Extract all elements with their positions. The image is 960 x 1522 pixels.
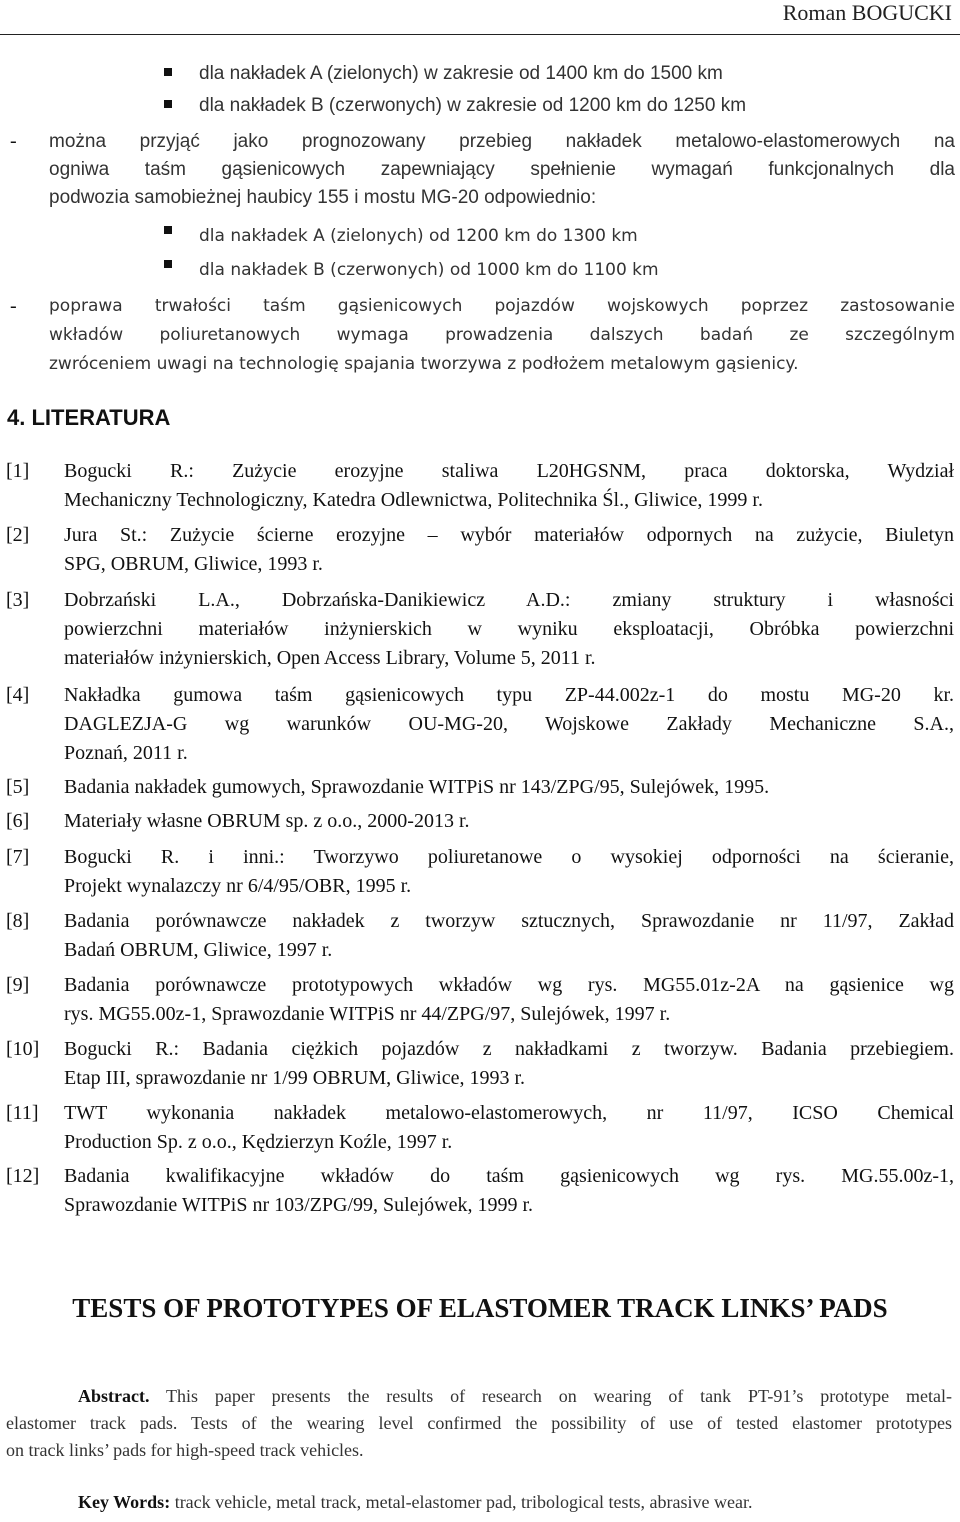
reference-number: [2]	[6, 524, 30, 546]
paragraph	[49, 292, 955, 379]
reference-text	[64, 681, 954, 768]
abstract-line: elastomer track pads. Tests of the wearing level confirmed the possibility of use of tested elastomer prototypes	[6, 1413, 952, 1433]
reference-text	[64, 521, 954, 579]
reference-line: Bogucki R.: Badania ciężkich pojazdów z nakładkami z tworzyw. Badania przebiegiem.	[64, 1038, 954, 1060]
abstract-line: on track links’ pads for high-speed track vehicles.	[6, 1440, 364, 1460]
reference-number: [12]	[6, 1165, 40, 1187]
reference-line: Nakładka gumowa taśm gąsienicowych typu ZP-44.002z-1 do mostu MG-20 kr.	[64, 684, 954, 706]
reference-line: Badania porównawcze nakładek z tworzyw sztucznych, Sprawozdanie nr 11/97, Zakład	[64, 910, 954, 932]
keywords-label: Key Words	[78, 1492, 165, 1512]
reference-text	[64, 971, 954, 1029]
reference-line: Badań OBRUM, Gliwice, 1997 r.	[64, 939, 333, 961]
reference-number: [5]	[6, 776, 30, 798]
reference-text	[64, 773, 954, 802]
header-author: Roman BOGUCKI	[782, 0, 952, 25]
reference-text	[64, 1099, 954, 1157]
reference-text	[64, 807, 954, 836]
square-bullet-icon	[164, 68, 172, 76]
keywords: Key Words: track vehicle, metal track, metal-elastomer pad, tribological tests, abrasive wear.	[78, 1492, 753, 1512]
reference-line: Bogucki R.: Zużycie erozyjne staliwa L20HGSNM, praca doktorska, Wydział	[64, 460, 954, 482]
reference-number: [9]	[6, 974, 30, 996]
square-bullet-icon	[164, 260, 172, 268]
reference-line: materiałów inżynierskich, Open Access Library, Volume 5, 2011 r.	[64, 647, 596, 669]
reference-line: Sprawozdanie WITPiS nr 103/ZPG/99, Sulejówek, 1999 r.	[64, 1194, 534, 1216]
dash-marker: -	[10, 295, 17, 317]
paragraph-line: poprawa trwałości taśm gąsienicowych pojazdów wojskowych poprzez zastosowanie	[49, 296, 955, 316]
reference-number: [11]	[6, 1102, 39, 1124]
reference-line: SPG, OBRUM, Gliwice, 1993 r.	[64, 553, 323, 575]
abstract-line: This paper presents the results of research on wearing of tank PT-91’s prototype metal-	[166, 1386, 952, 1406]
reference-number: [6]	[6, 810, 30, 832]
reference-text	[64, 457, 954, 515]
reference-text	[64, 586, 954, 673]
reference-line: Etap III, sprawozdanie nr 1/99 OBRUM, Gliwice, 1993 r.	[64, 1067, 526, 1089]
square-bullet-icon	[164, 100, 172, 108]
reference-line: Mechaniczny Technologiczny, Katedra Odlewnictwa, Politechnika Śl., Gliwice, 1999 r.	[64, 489, 763, 511]
reference-line: rys. MG55.00z-1, Sprawozdanie WITPiS nr 44/ZPG/97, Sulejówek, 1997 r.	[64, 1003, 671, 1025]
reference-line: Materiały własne OBRUM sp. z o.o., 2000-2013 r.	[64, 810, 470, 832]
reference-text	[64, 843, 954, 901]
reference-number: [10]	[6, 1038, 40, 1060]
paragraph	[49, 128, 955, 212]
reference-line: Poznań, 2011 r.	[64, 742, 188, 764]
paragraph-line: wkładów poliuretanowych wymaga prowadzenia dalszych badań ze szczególnym	[49, 325, 955, 345]
keywords-text: track vehicle, metal track, metal-elastomer pad, tribological tests, abrasive wear.	[174, 1492, 753, 1512]
reference-line: powierzchni materiałów inżynierskich w wyniku eksploatacji, Obróbka powierzchni	[64, 618, 954, 640]
reference-line: Production Sp. z o.o., Kędzierzyn Koźle, 1997 r.	[64, 1131, 453, 1153]
bullet-item: dla nakładek B (czerwonych) w zakresie od 1200 km do 1250 km	[199, 95, 747, 116]
paragraph-line: zwróceniem uwagi na technologię spajania tworzywa z podłożem metalowym gąsienicy.	[49, 354, 799, 374]
section-heading: 4. LITERATURA	[7, 405, 171, 430]
reference-number: [8]	[6, 910, 30, 932]
square-bullet-icon	[164, 226, 172, 234]
paragraph-line: można przyjąć jako prognozowany przebieg nakładek metalowo-elastomerowych na	[49, 131, 955, 152]
reference-number: [4]	[6, 684, 30, 706]
bullet-item: dla nakładek A (zielonych) w zakresie od 1400 km do 1500 km	[199, 63, 723, 84]
reference-line: Badania kwalifikacyjne wkładów do taśm gąsienicowych wg rys. MG.55.00z-1,	[64, 1165, 954, 1187]
reference-text	[64, 907, 954, 965]
reference-text	[64, 1162, 954, 1220]
paragraph-line: podwozia samobieżnej haubicy 155 i mostu MG-20 odpowiednio:	[49, 187, 597, 208]
reference-text	[64, 1035, 954, 1093]
reference-line: TWT wykonania nakładek metalowo-elastomerowych, nr 11/97, ICSO Chemical	[64, 1102, 954, 1124]
reference-number: [3]	[6, 589, 30, 611]
reference-line: Dobrzański L.A., Dobrzańska-Danikiewicz A.D.: zmiany struktury i własności	[64, 589, 954, 611]
reference-line: Badania porównawcze prototypowych wkładów wg rys. MG55.01z-2A na gąsienice wg	[64, 974, 954, 996]
bullet-item: dla nakładek A (zielonych) od 1200 km do 1300 km	[199, 226, 638, 246]
reference-line: Jura St.: Zużycie ścierne erozyjne – wybór materiałów odpornych na zużycie, Biuletyn	[64, 524, 954, 546]
english-title: TESTS OF PROTOTYPES OF ELASTOMER TRACK LINKS’ PADS	[72, 1293, 888, 1323]
reference-line: Projekt wynalazczy nr 6/4/95/OBR, 1995 r.	[64, 875, 412, 897]
reference-line: DAGLEZJA-G wg warunków OU-MG-20, Wojskowe Zakłady Mechaniczne S.A.,	[64, 713, 954, 735]
reference-number: [7]	[6, 846, 30, 868]
reference-line: Bogucki R. i inni.: Tworzywo poliuretanowe o wysokiej odporności na ścieranie,	[64, 846, 954, 868]
abstract	[6, 1383, 952, 1464]
reference-line: Badania nakładek gumowych, Sprawozdanie WITPiS nr 143/ZPG/95, Sulejówek, 1995.	[64, 776, 770, 798]
abstract-label: Abstract.	[78, 1386, 150, 1406]
reference-number: [1]	[6, 460, 30, 482]
dash-marker: -	[10, 130, 17, 152]
paragraph-line: ogniwa taśm gąsienicowych zapewniający spełnienie wymagań funkcjonalnych dla	[49, 159, 955, 180]
header-rule	[0, 34, 960, 35]
bullet-item: dla nakładek B (czerwonych) od 1000 km do 1100 km	[199, 260, 659, 280]
